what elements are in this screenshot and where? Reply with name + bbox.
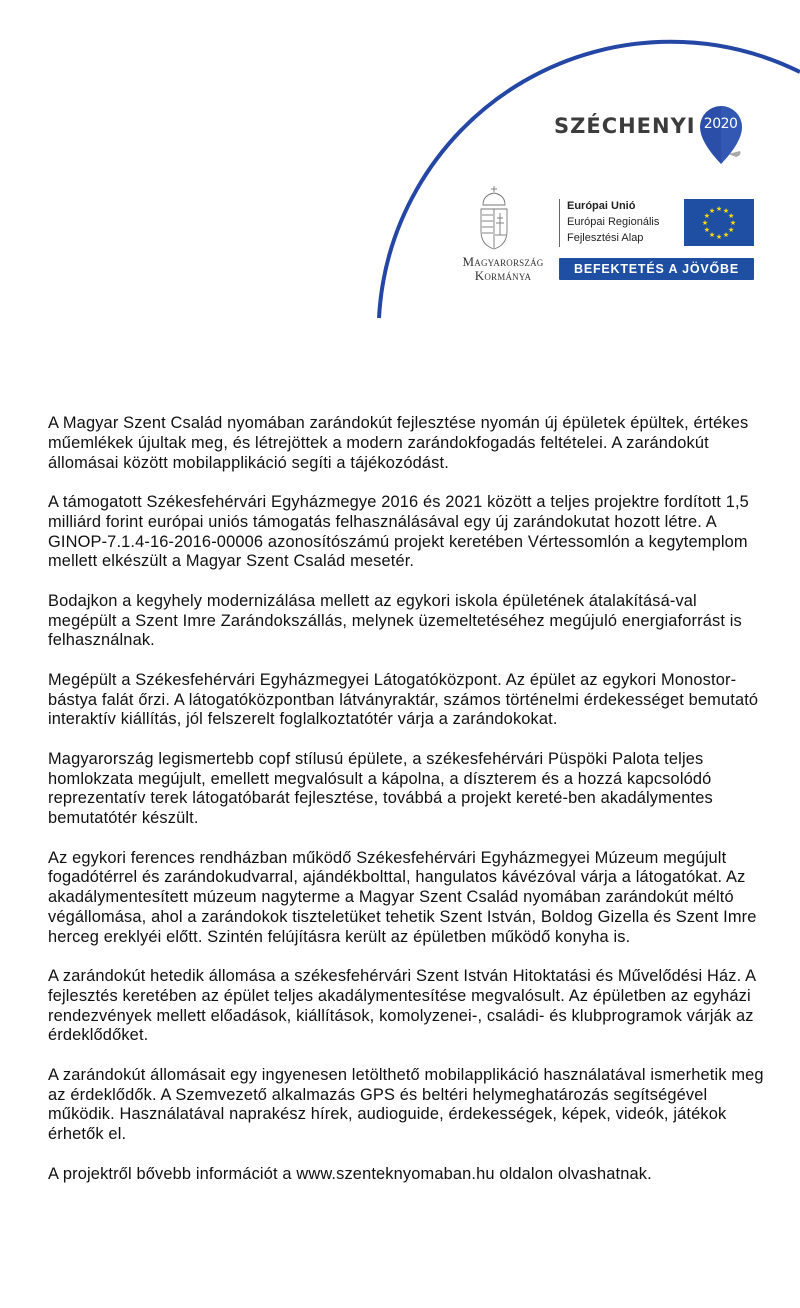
eu-fund-label bbox=[567, 198, 659, 246]
eu-star-icon: ★ bbox=[729, 220, 737, 227]
eu-divider bbox=[559, 199, 560, 247]
map-pin-icon bbox=[698, 104, 744, 166]
eu-line-2: Európai Regionális bbox=[567, 216, 660, 228]
article-body bbox=[48, 414, 768, 1204]
eu-title: Európai Unió bbox=[567, 200, 636, 212]
eu-star-icon: ★ bbox=[708, 232, 716, 240]
szechenyi-wordmark: SZÉCHENYI bbox=[554, 114, 696, 138]
eu-star-icon: ★ bbox=[703, 227, 711, 234]
paragraph: Az egykori ferences rendházban működő Székesfehérvári Egyházmegyei Múzeum megújult fogadótérrel és zarándokudvarral, ajándékbolttal, hangulatos kávézóval várja a látogatókat. Az akadálymentesített múzeum nagyterme a Magyar Szent Család nyomában zarándokút méltó végállomása, ahol a zarándokok tiszteletüket tehetik Szent István, Boldog Gizella és Szent Imre herceg ereklyéi előtt. Szintén felújításra került az épületben működő konyha is. bbox=[48, 848, 757, 946]
eu-star-icon: ★ bbox=[715, 234, 723, 241]
eu-star-icon: ★ bbox=[722, 207, 730, 215]
paragraph: A zarándokút állomásait egy ingyenesen letölthető mobilapplikáció használatával ismerhetik meg az érdeklődők. A Szemvezető alkalmazás GPS és beltéri helymeghatározás segítségével működik. Használatával naprakész hírek, audioguide, érdekességek, képek, videók, játékok érhetők el. bbox=[48, 1065, 764, 1144]
eu-star-icon: ★ bbox=[727, 213, 735, 220]
hungarian-coat-of-arms-icon bbox=[479, 185, 509, 251]
paragraph: A projektről bővebb információt a www.szenteknyomaban.hu oldalon olvashatnak. bbox=[48, 1164, 652, 1183]
paragraph: Megépült a Székesfehérvári Egyházmegyei Látogatóközpont. Az épület az egykori Monostor-bástya falát őrzi. A látogatóközpontban látványraktár, számos történelmi érdekességet bemutató interaktív kiállítás, jól felszerelt foglalkoztatótér várja a zarándokokat. bbox=[48, 670, 759, 729]
szechenyi-2020-logo bbox=[554, 104, 744, 166]
government-line-2: Kormánya bbox=[474, 268, 532, 283]
paragraph: Bodajkon a kegyhely modernizálása mellett az egykori iskola épületének átalakításá-val megépült a Szent Imre Zarándokszállás, melynek üzemeltetéséhez megújuló energiaforrást is felhasználnak. bbox=[48, 591, 742, 650]
eu-star-icon: ★ bbox=[727, 227, 735, 234]
eu-line-3: Fejlesztési Alap bbox=[567, 232, 644, 244]
eu-star-icon: ★ bbox=[703, 213, 711, 220]
hungarian-government-label bbox=[450, 255, 556, 283]
eu-star-icon: ★ bbox=[701, 220, 709, 227]
investing-in-future-banner: BEFEKTETÉS A JÖVŐBE bbox=[559, 258, 754, 280]
szechenyi-year: 2020 bbox=[703, 116, 738, 132]
eu-star-icon: ★ bbox=[708, 207, 716, 215]
eu-star-icon: ★ bbox=[715, 206, 723, 213]
paragraph: A Magyar Szent Család nyomában zarándokút fejlesztése nyomán új épületek épültek, értékes műemlékek újultak meg, és létrejöttek a modern zarándokfogadás feltételei. A zarándokút állomásai között mobilapplikáció segíti a tájékozódást. bbox=[48, 414, 749, 472]
paragraph: A zarándokút hetedik állomása a székesfehérvári Szent István Hitoktatási és Művelődési Ház. A fejlesztés keretében az épület teljes akadálymentesítése megvalósult. Az épületben az egyházi rendezvények mellett előadások, kiállítások, komolyzenei-, családi- és klubprogramok várják az érdeklődőket. bbox=[48, 967, 756, 1045]
government-line-1: Magyarország bbox=[462, 254, 544, 269]
eu-flag-icon bbox=[684, 199, 754, 246]
paragraph: Magyarország legismertebb copf stílusú épülete, a székesfehérvári Püspöki Palota teljes homlokzata megújult, emellett megvalósult a kápolna, a díszterem és a hozzá kapcsolódó reprezentatív terek látogatóbarát fejlesztése, továbbá a projekt kereté-ben akadálymentes bemutatótér készült. bbox=[48, 749, 713, 828]
paragraph: A támogatott Székesfehérvári Egyházmegye 2016 és 2021 között a teljes projektre fordított 1,5 milliárd forint európai uniós támogatás felhasználásával egy új zarándokutat hozott létre. A GINOP-7.1.4-16-2016-00006 azonosítószámú projekt keretében Vértessomlón a kegytemplom mellett elkészült a Magyar Szent Család mesetér. bbox=[48, 492, 749, 571]
eu-star-icon: ★ bbox=[722, 232, 730, 240]
